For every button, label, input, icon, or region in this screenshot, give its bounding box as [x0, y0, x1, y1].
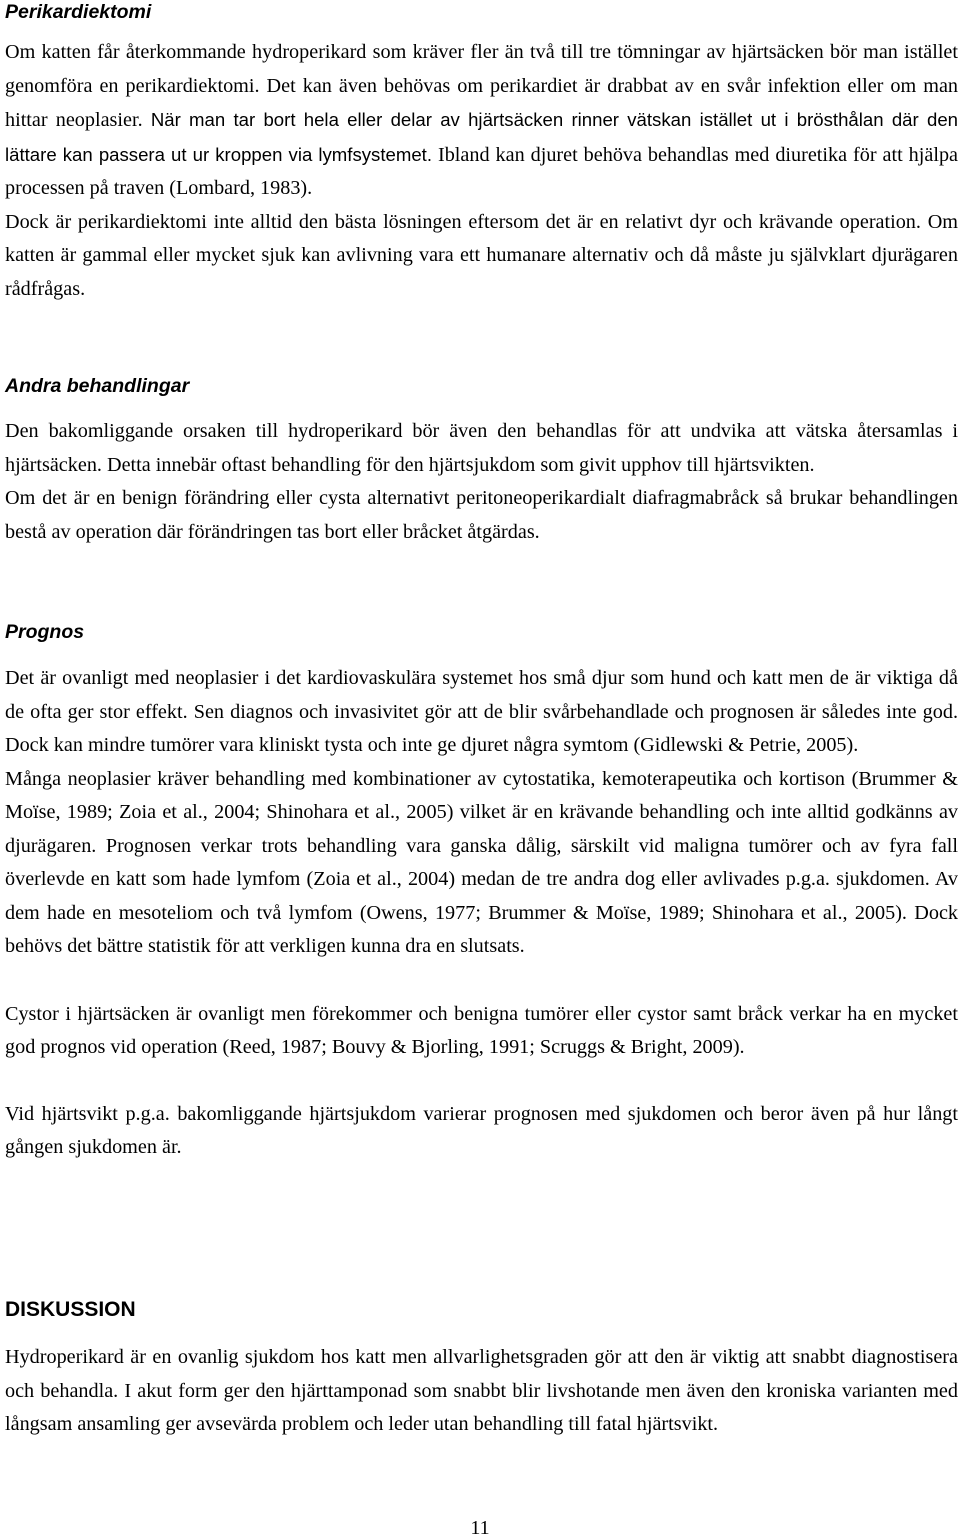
paragraph-diskussion-1: Hydroperikard är en ovanlig sjukdom hos katt men allvarlighetsgraden gör att den är viktig att snabbt diagnostisera och behandla. I akut form ger den hjärttamponad som snabbt blir livshotande men även den kroniska varianten med långsam ansamling ger avsevärda problem och leder utan behandling till fatal hjärtsvikt. [5, 1346, 958, 1435]
heading-perikardiektomi: Perikardiektomi [5, 1, 152, 23]
paragraph-prognos-1: Det är ovanligt med neoplasier i det kardiovaskulära systemet hos små djur som hund och katt men de är viktiga då de ofta ger stor effekt. Sen diagnos och invasivitet gör att de blir svårbehandlade och prognosen är således inte god. Dock kan mindre tumörer vara kliniskt tysta och inte ge djuret några symtom (Gidlewski & Petrie, 2005). [5, 667, 958, 756]
text-tail-part: Ibland kan djuret behöva behandlas med diuretika för att hjälpa processen på traven (Lombard, 1983). [5, 143, 958, 199]
paragraph-prognos-4: Vid hjärtsvikt p.g.a. bakomliggande hjärtsjukdom varierar prognosen med sjukdomen och beror även på hur långt gången sjukdomen är. [5, 1102, 958, 1158]
section-prognos [5, 620, 958, 1165]
paragraph-andra-1: Den bakomliggande orsaken till hydroperikard bör även den behandlas för att undvika att vätska återsamlas i hjärtsäcken. Detta innebär oftast behandling för den hjärtsjukdom som givit upphov till hjärtsvikten. [5, 420, 958, 476]
heading-diskussion: DISKUSSION [5, 1298, 136, 1321]
section-diskussion [5, 1298, 958, 1442]
text-tail-part: Om katten är gammal eller mycket sjuk kan avlivning vara ett humanare alternativ och då måste ju självklart djurägaren rådfrågas. [5, 210, 958, 300]
text-serif-part: Dock är perikardiektomi inte alltid den bästa lösningen eftersom det är en relativt dyr och krävande operation. [5, 210, 921, 233]
paragraph-perikardiektomi-2 [5, 206, 958, 307]
text-serif-part: Om katten får återkommande hydroperikard som kräver fler än två till tre tömningar av hjärtsäcken bör man istället genomföra en perikardiektomi. Det kan även behövas om perikardiet är drabbat av en svår infektion eller om man hittar neoplasier. [5, 41, 958, 131]
paragraph-andra-2: Om det är en benign förändring eller cysta alternativt peritoneoperikardialt diafragmabråck så brukar behandlingen bestå av operation där förändringen tas bort eller bråcket åtgärdas. [5, 487, 958, 543]
section-andra-behandlingar [5, 374, 958, 549]
heading-andra-behandlingar: Andra behandlingar [5, 375, 190, 397]
section-perikardiektomi [5, 0, 958, 306]
paragraph-prognos-3: Cystor i hjärtsäcken är ovanligt men förekommer och benigna tumörer eller cystor samt bråck verkar ha en mycket god prognos vid operation (Reed, 1987; Bouvy & Bjorling, 1991; Scruggs & Bright, 2009). [5, 1002, 958, 1058]
paragraph-perikardiektomi-1 [5, 36, 958, 206]
text-sans-part: När man tar bort hela eller delar av hjärtsäcken rinner vätskan istället ut i brösthålan där den lättare kan passera ut ur kroppen via lymfsystemet. [5, 109, 959, 165]
paragraph-prognos-2: Många neoplasier kräver behandling med kombinationer av cytostatika, kemoterapeutika och kortison (Brummer & Moïse, 1989; Zoia et al., 2004; Shinohara et al., 2005) vilket är en krävande behandling och inte alltid godkänns av djurägaren. Prognosen verkar trots behandling vara ganska dålig, särskilt vid maligna tumörer och av fyra fall överlevde en katt som hade lymfom (Zoia et al., 2004) medan de tre andra dog eller avlivades p.g.a. sjukdomen. Av dem hade en mesoteliom och två lymfom (Owens, 1977; Brummer & Moïse, 1989; Shinohara et al., 2005). Dock behövs det bättre statistik för att verkligen kunna dra en slutsats. [5, 767, 958, 957]
page-number: 11 [470, 1517, 490, 1539]
heading-prognos: Prognos [5, 621, 85, 643]
